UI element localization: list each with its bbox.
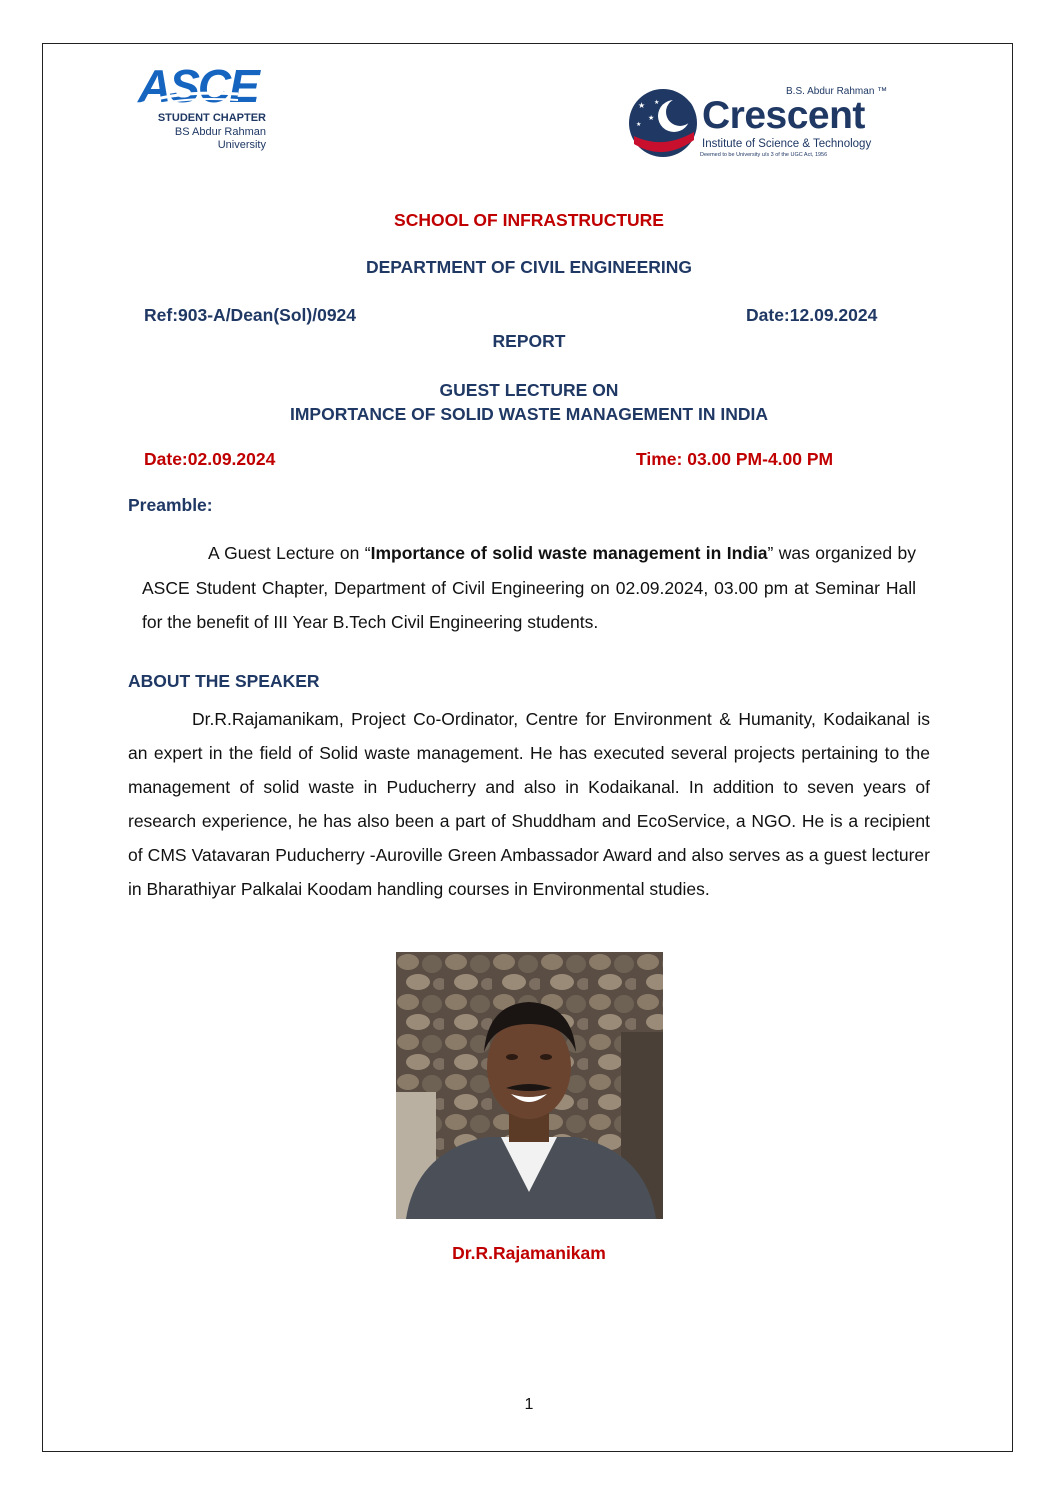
about-paragraph bbox=[128, 702, 930, 906]
title-line2: IMPORTANCE OF SOLID WASTE MANAGEMENT IN INDIA bbox=[289, 404, 768, 424]
crescent-logo-tiny: Deemed to be University u/s 3 of the UGC Act, 1956 bbox=[700, 152, 828, 158]
crescent-logo-top: B.S. Abdur Rahman ™ bbox=[786, 86, 888, 97]
crescent-emblem-icon bbox=[628, 88, 698, 158]
asce-logo-lines bbox=[175, 126, 266, 152]
svg-text:★: ★ bbox=[638, 101, 646, 110]
svg-text:★: ★ bbox=[648, 115, 655, 122]
report-date: Date:12.09.2024 bbox=[746, 305, 878, 325]
speaker-photo-image bbox=[396, 952, 663, 1219]
asce-logo-line2: BS Abdur Rahman bbox=[174, 126, 266, 138]
preamble-text-before: A Guest Lecture on “ bbox=[208, 543, 371, 563]
preamble-heading: Preamble: bbox=[128, 495, 213, 515]
page-number: 1 bbox=[524, 1396, 534, 1413]
asce-logo bbox=[138, 62, 278, 162]
title-line1: GUEST LECTURE ON bbox=[439, 380, 619, 400]
photo-caption: Dr.R.Rajamanikam bbox=[452, 1243, 606, 1263]
department-heading: DEPARTMENT OF CIVIL ENGINEERING bbox=[365, 257, 693, 277]
svg-text:★: ★ bbox=[636, 122, 642, 128]
preamble-text-after: ” was organized by ASCE Student Chapter, Department of Civil Engineering on 02.09.2024, 03.00 pm at Seminar Hall for the benefit of III Year B.Tech Civil Engineering students. bbox=[142, 543, 916, 632]
asce-swoosh-icon bbox=[138, 82, 268, 112]
preamble-paragraph bbox=[142, 536, 916, 640]
event-time: Time: 03.00 PM-4.00 PM bbox=[636, 449, 834, 469]
preamble-text-bold: Importance of solid waste management in India bbox=[370, 543, 768, 563]
report-heading: REPORT bbox=[492, 331, 566, 351]
asce-logo-line1: STUDENT CHAPTER bbox=[157, 112, 266, 124]
school-heading: SCHOOL OF INFRASTRUCTURE bbox=[394, 210, 664, 230]
asce-logo-word: ASCE bbox=[138, 60, 258, 112]
crescent-logo bbox=[628, 86, 908, 166]
speaker-photo bbox=[396, 952, 663, 1219]
about-heading: ABOUT THE SPEAKER bbox=[128, 671, 320, 691]
about-text: Dr.R.Rajamanikam, Project Co-Ordinator, Centre for Environment & Humanity, Kodaikanal is an expert in the field of Solid waste management. He has executed several projects pertaining to the management of solid waste in Puducherry and also in Kodaikanal. In addition to seven years of research experience, he has also been a part of Shuddham and EcoService, a NGO. He is a recipient of CMS Vatavaran Puducherry -Auroville Green Ambassador Award and also serves as a guest lecturer in Bharathiyar Palkalai Koodam handling courses in Environmental studies. bbox=[128, 709, 930, 899]
ref-number: Ref:903-A/Dean(Sol)/0924 bbox=[144, 305, 357, 325]
svg-text:★: ★ bbox=[654, 100, 660, 106]
asce-logo-line3: University bbox=[217, 139, 266, 151]
crescent-logo-word: Crescent bbox=[702, 94, 865, 137]
event-date: Date:02.09.2024 bbox=[144, 449, 276, 469]
crescent-logo-sub: Institute of Science & Technology bbox=[702, 138, 872, 150]
